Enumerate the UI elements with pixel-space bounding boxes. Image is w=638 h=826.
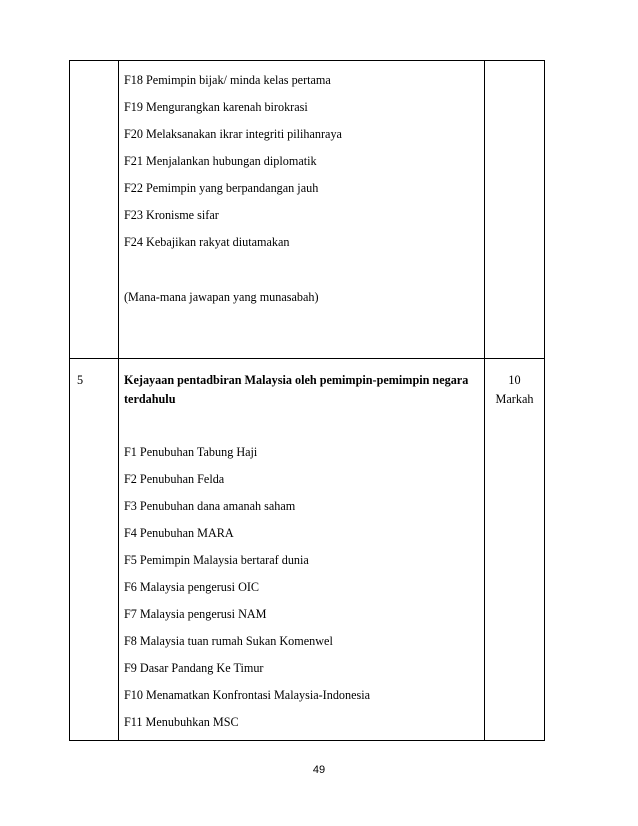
list-item: F24 Kebajikan rakyat diutamakan	[124, 235, 290, 249]
list-item: F10 Menamatkan Konfrontasi Malaysia-Indonesia	[124, 688, 371, 702]
list-item: F18 Pemimpin bijak/ minda kelas pertama	[124, 73, 331, 87]
question-number: 5	[77, 373, 84, 387]
list-item: F7 Malaysia pengerusi NAM	[124, 607, 267, 621]
marks-label: Markah	[495, 392, 534, 406]
list-item: F6 Malaysia pengerusi OIC	[124, 580, 260, 594]
list-item: F3 Penubuhan dana amanah saham	[124, 499, 296, 513]
page-number: 49	[312, 764, 326, 776]
question-heading-line2: terdahulu	[124, 392, 176, 406]
list-item: F4 Penubuhan MARA	[124, 526, 234, 540]
answer-scheme-table	[69, 60, 545, 741]
list-item: F20 Melaksanakan ikrar integriti pilihanraya	[124, 127, 342, 141]
list-item: F23 Kronisme sifar	[124, 208, 219, 222]
list-item: F22 Pemimpin yang berpandangan jauh	[124, 181, 319, 195]
list-item: F1 Penubuhan Tabung Haji	[124, 445, 258, 459]
list-item: F19 Mengurangkan karenah birokrasi	[124, 100, 308, 114]
list-item: F8 Malaysia tuan rumah Sukan Komenwel	[124, 634, 333, 648]
table-border-left	[69, 60, 70, 741]
list-item: F2 Penubuhan Felda	[124, 472, 225, 486]
table-border-top	[69, 60, 545, 61]
column-divider-1	[118, 60, 119, 741]
list-item: F9 Dasar Pandang Ke Timur	[124, 661, 264, 675]
question-heading-line1: Kejayaan pentadbiran Malaysia oleh pemimpin-pemimpin negara	[124, 373, 469, 387]
table-border-bottom	[69, 740, 545, 741]
row-divider	[69, 358, 545, 359]
list-item: F21 Menjalankan hubungan diplomatik	[124, 154, 317, 168]
marks-value: 10	[508, 373, 521, 387]
list-item: F11 Menubuhkan MSC	[124, 715, 239, 729]
answer-note: (Mana-mana jawapan yang munasabah)	[124, 290, 319, 304]
table-border-right	[544, 60, 545, 741]
list-item: F5 Pemimpin Malaysia bertaraf dunia	[124, 553, 309, 567]
